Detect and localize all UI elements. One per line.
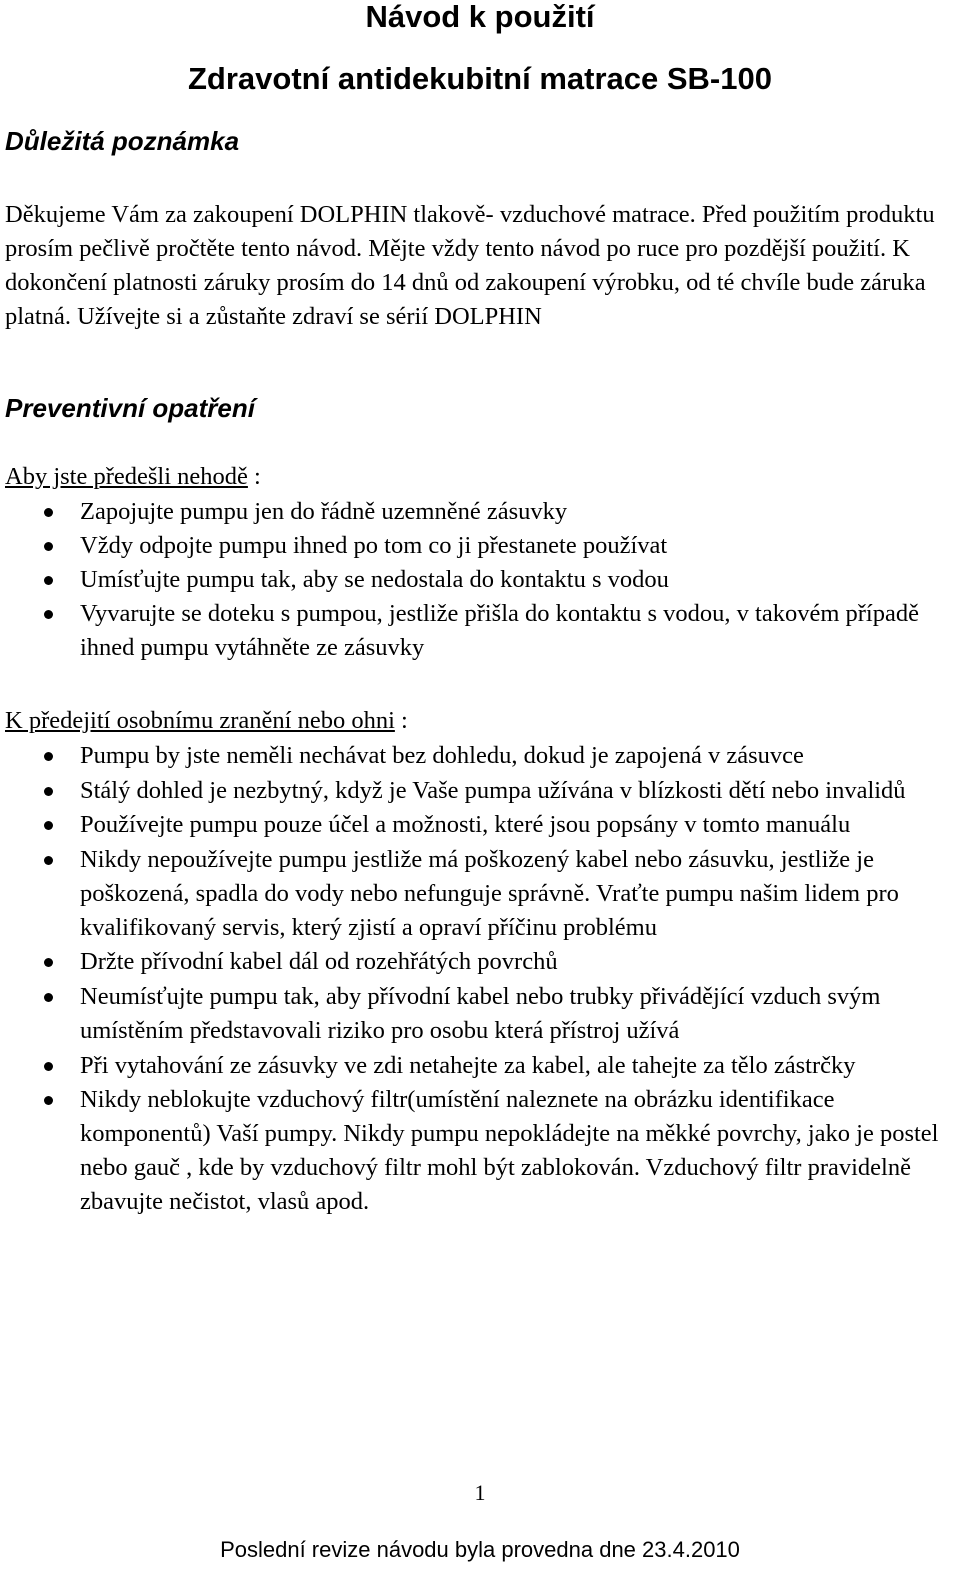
bullet-icon (44, 1062, 53, 1071)
bullet-icon (44, 752, 53, 761)
preventive-measures-heading: Preventivní opatření (5, 393, 255, 423)
list-item (0, 1049, 955, 1083)
list-item (0, 563, 955, 597)
injury-prevention-heading-text: K předejití osobnímu zranění nebo ohni (5, 707, 395, 734)
accident-prevention-heading-text: Aby jste předešli nehodě (5, 463, 248, 490)
list-item-text: Nikdy nepoužívejte pumpu jestliže má poškozený kabel nebo zásuvku, jestliže je poškozená, spadla do vody nebo nefunguje správně. Vraťte pumpu našim lidem pro kvalifikovaný servis, který zjistí a opraví příčinu problému (80, 845, 899, 941)
bullet-icon (44, 610, 53, 619)
list-item (0, 945, 955, 979)
list-item-text: Nikdy neblokujte vzduchový filtr(umístění naleznete na obrázku identifikace komponentů) Vaší pumpy. Nikdy pumpu nepokládejte na měkké povrchy, jako je postel nebo gauč , kde by vzduchový filtr mohl být zablokován. Vzduchový filtr pravidelně zbavujte nečistot, vlasů apod. (80, 1086, 939, 1216)
list-item-text: Neumísťujte pumpu tak, aby přívodní kabel nebo trubky přivádějící vzduch svým umístěním představovali riziko pro osobu která přístroj užívá (80, 982, 881, 1044)
revision-footer: Poslední revize návodu byla provedna dne 23.4.2010 (220, 1537, 740, 1562)
accident-prevention-heading (5, 460, 261, 494)
bullet-icon (44, 508, 53, 517)
bullet-icon (44, 856, 53, 865)
bullet-icon (44, 542, 53, 551)
bullet-icon (44, 958, 53, 967)
list-item (0, 597, 955, 665)
list-item-text: Používejte pumpu pouze účel a možnosti, které jsou popsány v tomto manuálu (80, 811, 851, 839)
document-title: Návod k použití (365, 0, 595, 34)
bullet-icon (44, 1096, 53, 1105)
list-item (0, 495, 955, 529)
list-item-text: Vyvarujte se doteku s pumpou, jestliže přišla do kontaktu s vodou, v takovém případě ihned pumpu vytáhněte ze zásuvky (80, 600, 919, 661)
injury-prevention-heading (5, 704, 408, 738)
list-item (0, 774, 955, 808)
list-item-text: Pumpu by jste neměli nechávat bez dohledu, dokud je zapojená v zásuvce (80, 742, 804, 769)
accident-prevention-list (0, 495, 955, 665)
list-item (0, 739, 955, 773)
list-item-text: Zapojujte pumpu jen do řádně uzemněné zásuvky (80, 498, 568, 525)
bullet-icon (44, 576, 53, 585)
list-item-text: Stálý dohled je nezbytný, když je Vaše pumpa užívána v blízkosti dětí nebo invalidů (80, 776, 906, 804)
document-subtitle: Zdravotní antidekubitní matrace SB-100 (188, 61, 772, 96)
page-number: 1 (474, 1480, 486, 1505)
list-item (0, 808, 955, 842)
intro-paragraph: Děkujeme Vám za zakoupení DOLPHIN tlakově- vzduchové matrace. Před použitím produktu prosím pečlivě pročtěte tento návod. Mějte vždy tento návod po ruce pro pozdější použití. K dokončení platnosti záruky prosím do 14 dnů od zakoupení výrobku, od té chvíle bude záruka platná. Užívejte si a zůstaňte zdraví se sérií DOLPHIN (5, 201, 935, 330)
list-item-text: Při vytahování ze zásuvky ve zdi netahejte za kabel, ale tahejte za tělo zástrčky (80, 1051, 856, 1079)
bullet-icon (44, 787, 53, 796)
list-item-text: Vždy odpojte pumpu ihned po tom co ji přestanete používat (80, 532, 668, 559)
accident-prevention-heading-suffix: : (247, 463, 261, 490)
important-note-heading: Důležitá poznámka (5, 126, 240, 156)
bullet-icon (44, 821, 53, 830)
list-item-text: Držte přívodní kabel dál od rozehřátých povrchů (80, 948, 558, 976)
list-item (0, 843, 955, 945)
list-item (0, 980, 955, 1048)
list-item-text: Umísťujte pumpu tak, aby se nedostala do kontaktu s vodou (80, 566, 669, 593)
list-item (0, 1083, 955, 1219)
injury-prevention-list (0, 739, 955, 1220)
bullet-icon (44, 993, 53, 1002)
list-item (0, 529, 955, 563)
injury-prevention-heading-suffix: : (394, 707, 408, 734)
